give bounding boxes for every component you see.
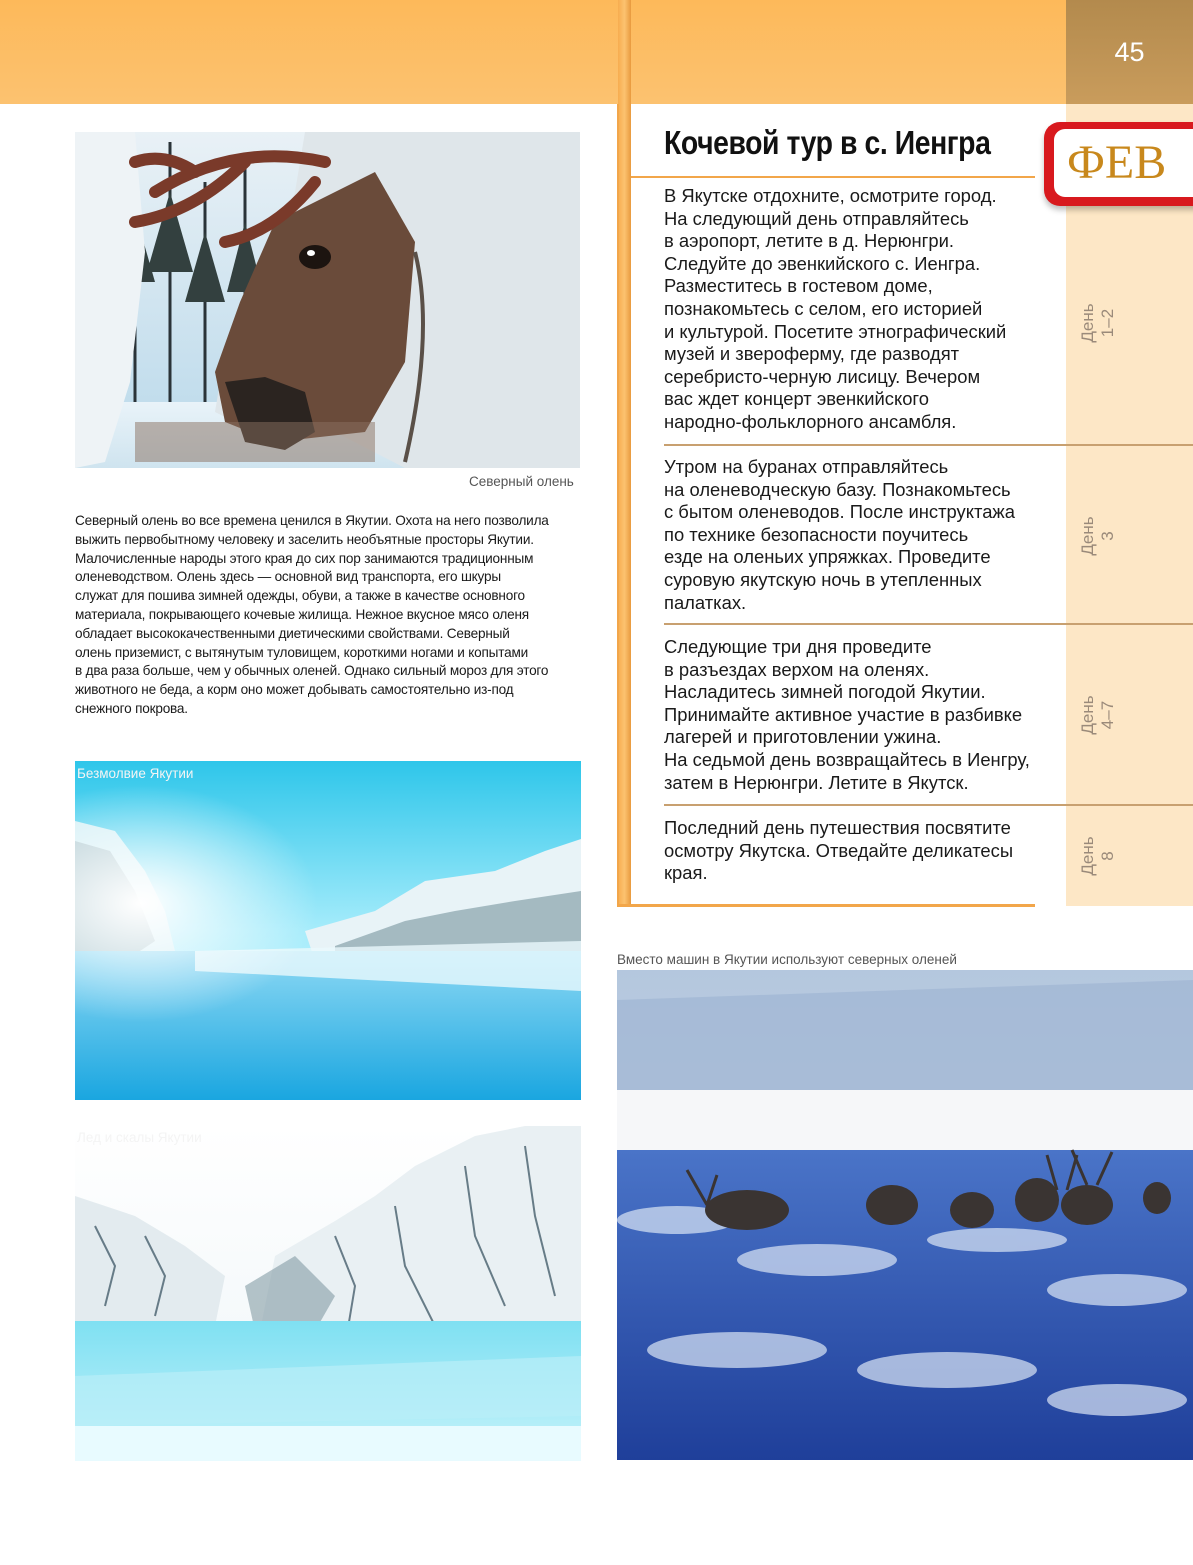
day-line: в разъездах верхом на оленях. <box>664 658 930 680</box>
article-line: Малочисленные народы этого края до сих пор занимаются традиционным <box>75 550 534 566</box>
day-line: в аэропорт, летите в д. Нерюнгри. <box>664 230 954 252</box>
article-line: выжить первобытному человеку и заселить необъятные просторы Якутии. <box>75 531 534 547</box>
day-block-2 <box>664 456 1044 614</box>
article-line: служат для пошива зимней одежды, обуви, а также в качестве основного <box>75 588 525 604</box>
day-label-word: День <box>1078 695 1097 735</box>
day-label-number: 8 <box>1098 851 1117 861</box>
title-rule <box>631 176 1035 178</box>
article-line: снежного покрова. <box>75 700 188 716</box>
day-line: и культурой. Посетите этнографический <box>664 320 1007 342</box>
day-line: музей и звероферму, где разводят <box>664 343 960 365</box>
caption-reindeer: Северный олень <box>469 474 574 489</box>
day-line: по технике безопасности поучитесь <box>664 523 969 545</box>
day-line: вас ждет концерт эвенкийского <box>664 388 929 410</box>
caption-silence: Безмолвие Якутии <box>77 766 194 781</box>
day-line: Принимайте активное участие в разбивке <box>664 703 1023 725</box>
day-line: палатках. <box>664 591 747 613</box>
article-line: олень приземист, с вытянутым туловищем, короткими ногами и копытами <box>75 644 528 660</box>
day-line: На следующий день отправляйтесь <box>664 207 969 229</box>
day-line: серебристо-черную лисицу. Вечером <box>664 365 981 387</box>
column-divider-line <box>617 104 619 906</box>
day-line: Разместитесь в гостевом доме, <box>664 275 933 297</box>
ice-rocks-photo <box>75 1126 581 1461</box>
day-line: Насладитесь зимней погодой Якутии. <box>664 681 986 703</box>
day-line: Последний день путешествия посвятите <box>664 817 1011 838</box>
day-label-1 <box>1078 233 1118 413</box>
day-line: затем в Нерюнгри. Летите в Якутск. <box>664 771 969 793</box>
article-text <box>75 512 549 719</box>
header-band <box>0 0 1066 104</box>
day-line: осмотру Якутска. Отведайте деликатесы <box>664 839 1014 861</box>
day-label-number: 1–2 <box>1098 308 1117 338</box>
day-line: на оленеводческую базу. Познакомьтесь <box>664 478 1011 500</box>
caption-ice: Лед и скалы Якутии <box>77 1130 202 1145</box>
day-block-1 <box>664 185 1044 434</box>
day-block-3 <box>664 636 1044 794</box>
article-line: животного не беда, а корм оно может добывать самостоятельно из-под <box>75 682 514 698</box>
article-line: материала, покрывающего кочевые жилища. Нежное вкусное мясо оленя <box>75 606 529 622</box>
article-line: оленеводством. Олень здесь — основной вид транспорта, его шкуры <box>75 569 501 585</box>
day-line: Утром на буранах отправляйтесь <box>664 456 949 477</box>
column-divider-bar <box>618 0 631 906</box>
day-label-4 <box>1078 766 1118 946</box>
tour-box-bottom-rule <box>617 904 1035 907</box>
day-line: суровую якутскую ночь в утепленных <box>664 568 982 590</box>
article-line: Северный олень во все времена ценился в Якутии. Охота на него позволила <box>75 513 549 528</box>
day-label-number: 4–7 <box>1098 700 1117 730</box>
month-badge-label: ФЕВ <box>1067 136 1167 189</box>
day-line: езде на оленьих упряжках. Проведите <box>664 546 991 568</box>
page-number: 45 <box>1066 0 1193 104</box>
article-line: в два раза больше, чем у обычных оленей. Однако сильный мороз для этого <box>75 663 549 679</box>
day-line: с бытом оленеводов. После инструктажа <box>664 501 1015 523</box>
day-line: народно-фольклорного ансамбля. <box>664 410 957 432</box>
caption-herd: Вместо машин в Якутии используют северных оленей <box>617 952 957 967</box>
day-label-word: День <box>1078 516 1097 556</box>
day-line: лагерей и приготовлении ужина. <box>664 726 942 748</box>
day-label-word: День <box>1078 303 1097 343</box>
day-line: На седьмой день возвращайтесь в Иенгру, <box>664 748 1030 770</box>
silence-photo <box>75 761 581 1100</box>
day-line: Следующие три дня проведите <box>664 636 932 657</box>
day-line: Следуйте до эвенкийского с. Иенгра. <box>664 252 981 274</box>
reindeer-herd-photo <box>617 970 1193 1460</box>
day-label-word: День <box>1078 836 1097 876</box>
tour-title: Кочевой тур в с. Иенгра <box>664 124 991 161</box>
reindeer-photo <box>75 132 580 468</box>
day-line: познакомьтесь с селом, его историей <box>664 297 983 319</box>
article-line: обладает высококачественными диетическими свойствами. Северный <box>75 625 510 641</box>
day-label-2 <box>1078 446 1118 626</box>
day-label-number: 3 <box>1098 531 1117 541</box>
day-line: края. <box>664 862 708 884</box>
day-line: В Якутске отдохните, осмотрите город. <box>664 185 997 206</box>
day-block-4 <box>664 817 1044 885</box>
